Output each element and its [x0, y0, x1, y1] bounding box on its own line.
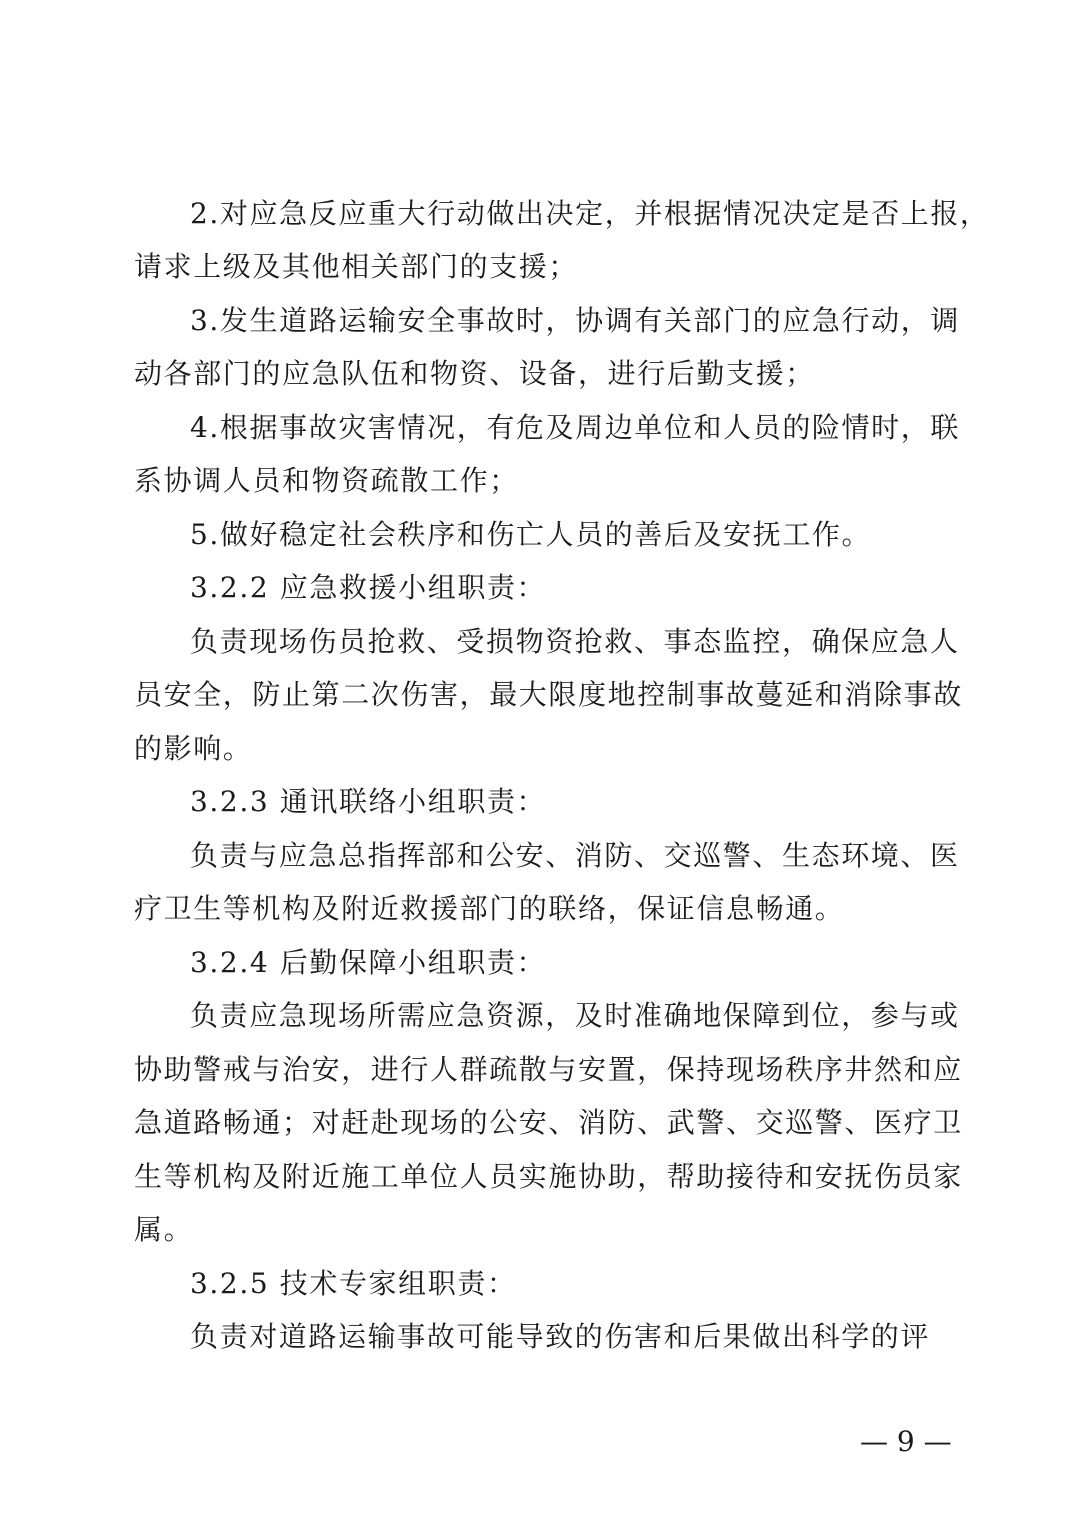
text-line: 的影响。	[134, 732, 253, 765]
text-line: 负责对道路运输事故可能导致的伤害和后果做出科学的评	[190, 1320, 931, 1353]
text-line: 请求上级及其他相关部门的支援；	[134, 250, 579, 283]
text-line: 4.根据事故灾害情况，有危及周边单位和人员的险情时，联	[190, 411, 960, 444]
page-number: — 9 —	[860, 1425, 952, 1458]
text-line: 疗卫生等机构及附近救援部门的联络，保证信息畅通。	[134, 892, 845, 925]
text-line: 负责现场伤员抢救、受损物资抢救、事态监控，确保应急人	[190, 625, 960, 658]
text-line: 3.发生道路运输安全事故时，协调有关部门的应急行动，调	[190, 304, 960, 337]
text-line: 负责应急现场所需应急资源，及时准确地保障到位，参与或	[190, 999, 960, 1032]
section-heading: 3.2.2 应急救援小组职责：	[190, 571, 547, 604]
text-line: 员安全，防止第二次伤害，最大限度地控制事故蔓延和消除事故	[134, 678, 963, 711]
text-line: 协助警戒与治安，进行人群疏散与安置，保持现场秩序井然和应	[134, 1053, 963, 1086]
text-line: 生等机构及附近施工单位人员实施协助，帮助接待和安抚伤员家	[134, 1160, 963, 1193]
text-line: 负责与应急总指挥部和公安、消防、交巡警、生态环境、医	[190, 839, 960, 872]
section-heading: 3.2.3 通讯联络小组职责：	[190, 785, 547, 818]
section-heading: 3.2.4 后勤保障小组职责：	[190, 946, 547, 979]
text-line: 2.对应急反应重大行动做出决定，并根据情况决定是否上报，	[190, 197, 990, 230]
text-line: 5.做好稳定社会秩序和伤亡人员的善后及安抚工作。	[190, 518, 872, 551]
text-line: 属。	[134, 1213, 194, 1246]
section-heading: 3.2.5 技术专家组职责：	[190, 1267, 517, 1300]
text-line: 急道路畅通；对赶赴现场的公安、消防、武警、交巡警、医疗卫	[134, 1106, 963, 1139]
text-line: 系协调人员和物资疏散工作；	[134, 464, 519, 497]
text-line: 动各部门的应急队伍和物资、设备，进行后勤支援；	[134, 357, 815, 390]
